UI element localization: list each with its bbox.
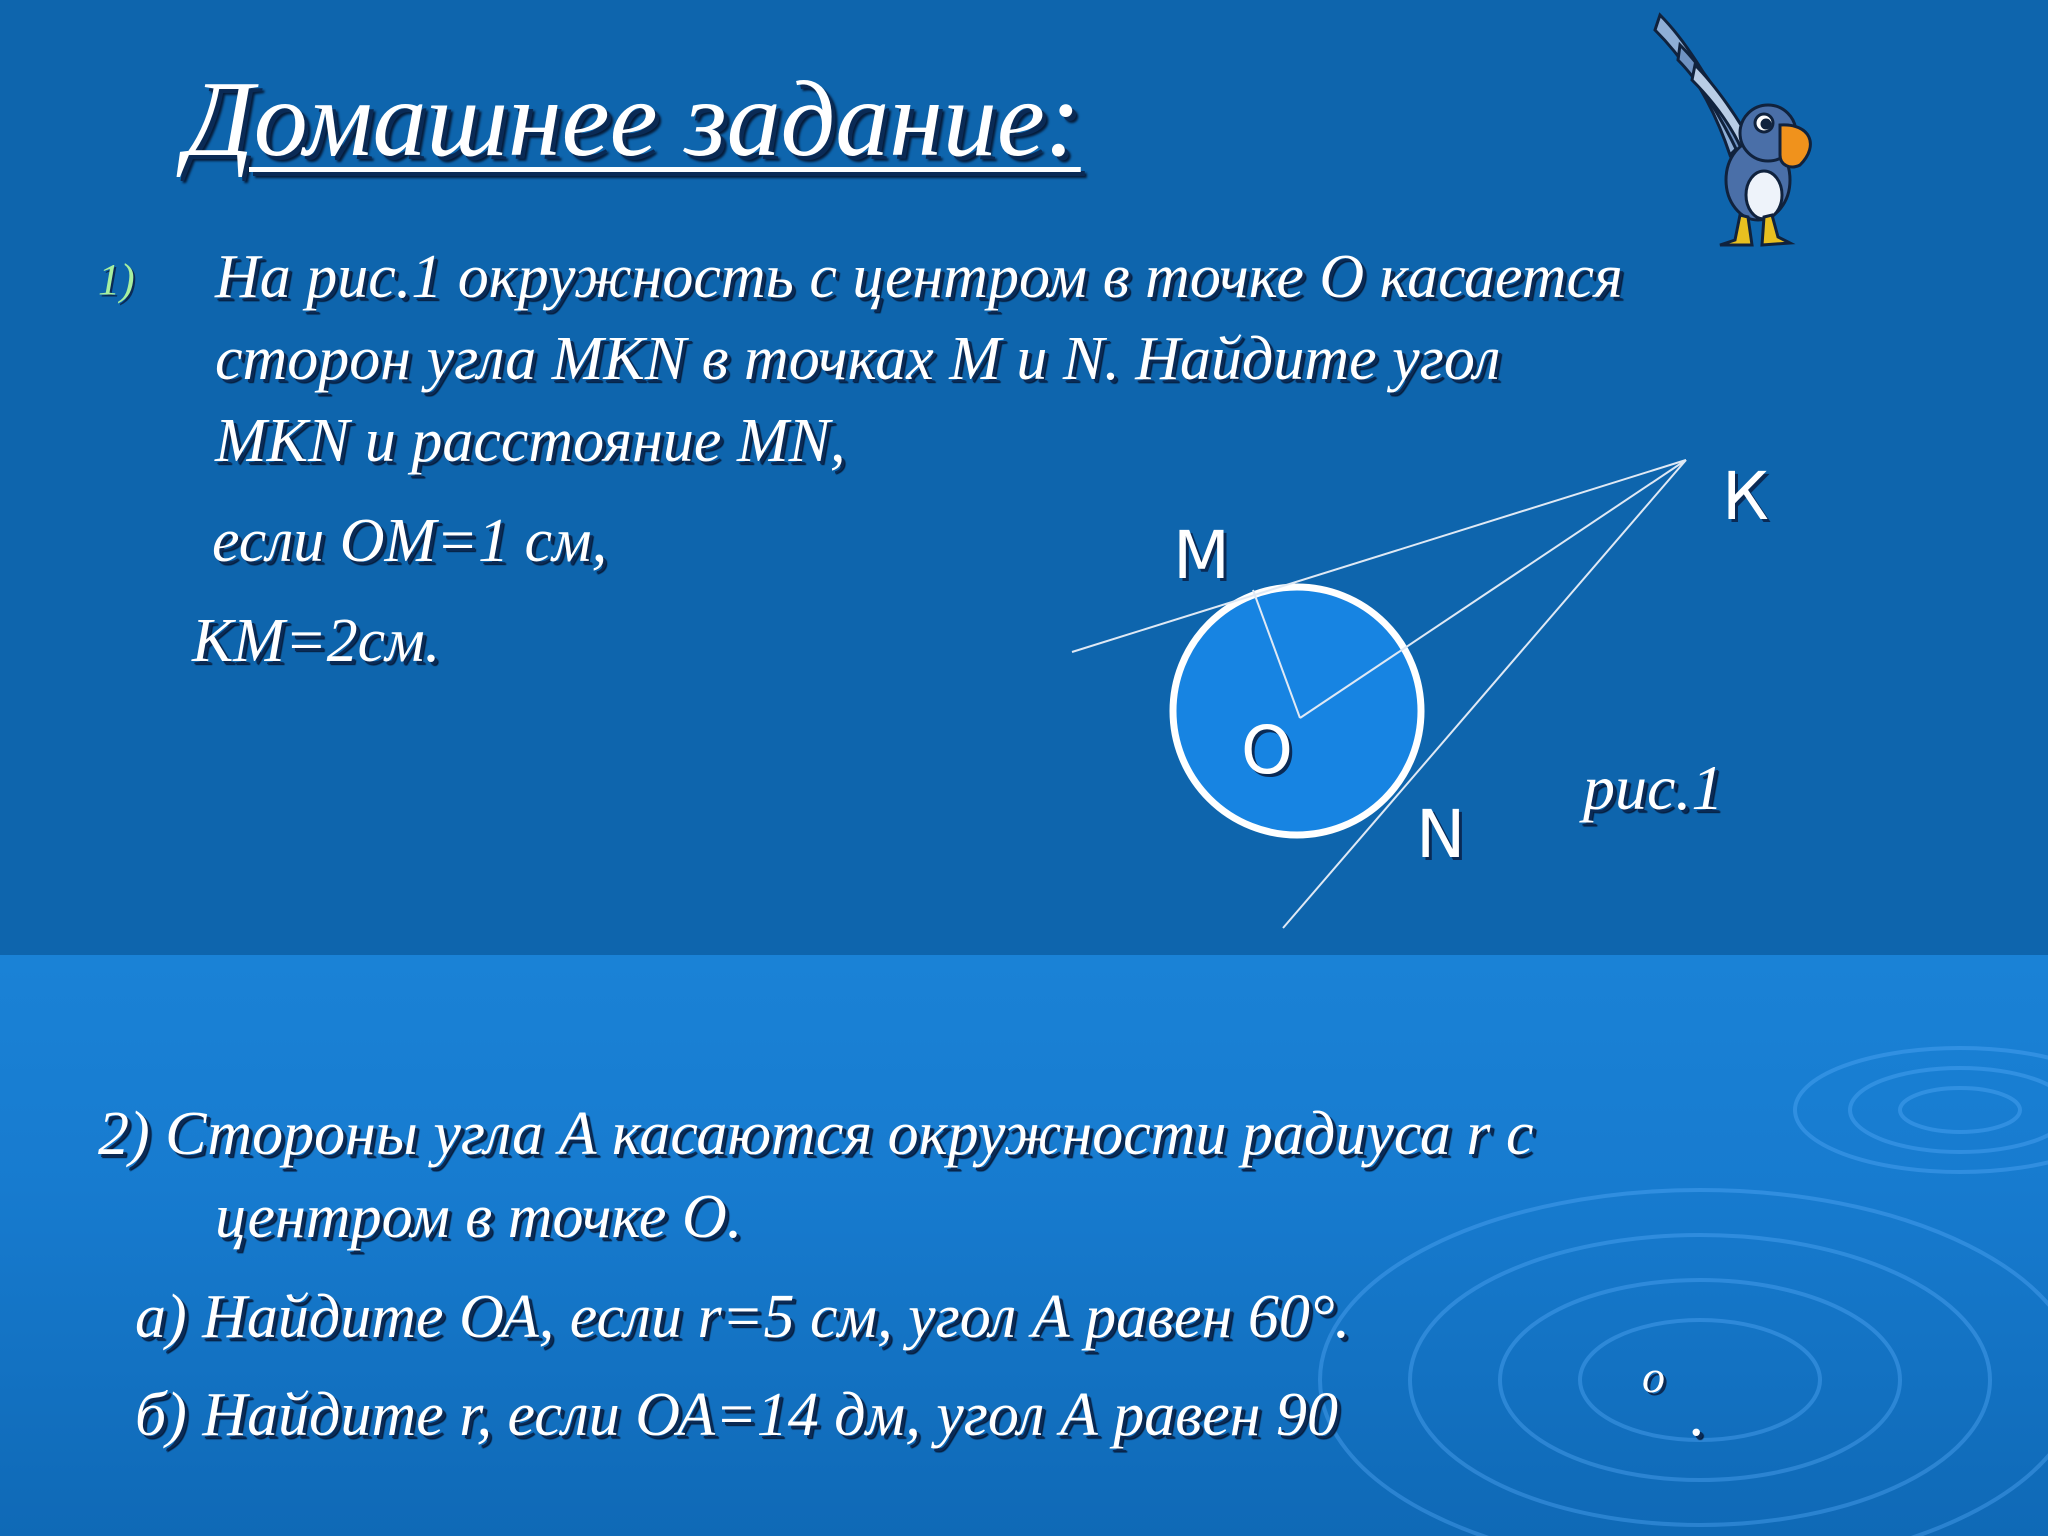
label-m: M xyxy=(1173,517,1230,594)
task2-item-a: а) Найдите ОА, если r=5 см, угол А равен 60°. xyxy=(135,1283,1351,1351)
degree-mark: о xyxy=(1642,1351,1665,1402)
task2-item-b: б) Найдите r, если ОА=14 дм, угол А равен 90 xyxy=(135,1381,1338,1449)
task2-item-b-end: . xyxy=(1690,1381,1706,1449)
task1-line2: сторон угла MKN в точках M и N. Найдите угол xyxy=(215,325,1501,393)
task1-line5: КМ=2см. xyxy=(192,607,441,675)
label-o: O xyxy=(1241,712,1293,789)
task1-line4: если ОМ=1 см, xyxy=(212,507,608,575)
ko-line xyxy=(1300,460,1686,718)
label-k: К xyxy=(1722,458,1769,535)
task2-line2: центром в точке О. xyxy=(215,1183,743,1251)
figure-caption: рис.1 xyxy=(1583,752,1724,823)
label-n: N xyxy=(1416,796,1466,873)
task1-number: 1) xyxy=(98,255,135,304)
task2-line1: 2) Стороны угла А касаются окружности радиуса r с xyxy=(98,1100,1534,1168)
task1-line3: MKN и расстояние MN, xyxy=(215,407,846,475)
task1-line1: На рис.1 окружность с центром в точке О касается xyxy=(215,243,1623,311)
bird-mascot-icon xyxy=(1640,5,1820,255)
page-title: Домашнее задание: xyxy=(185,60,1081,179)
